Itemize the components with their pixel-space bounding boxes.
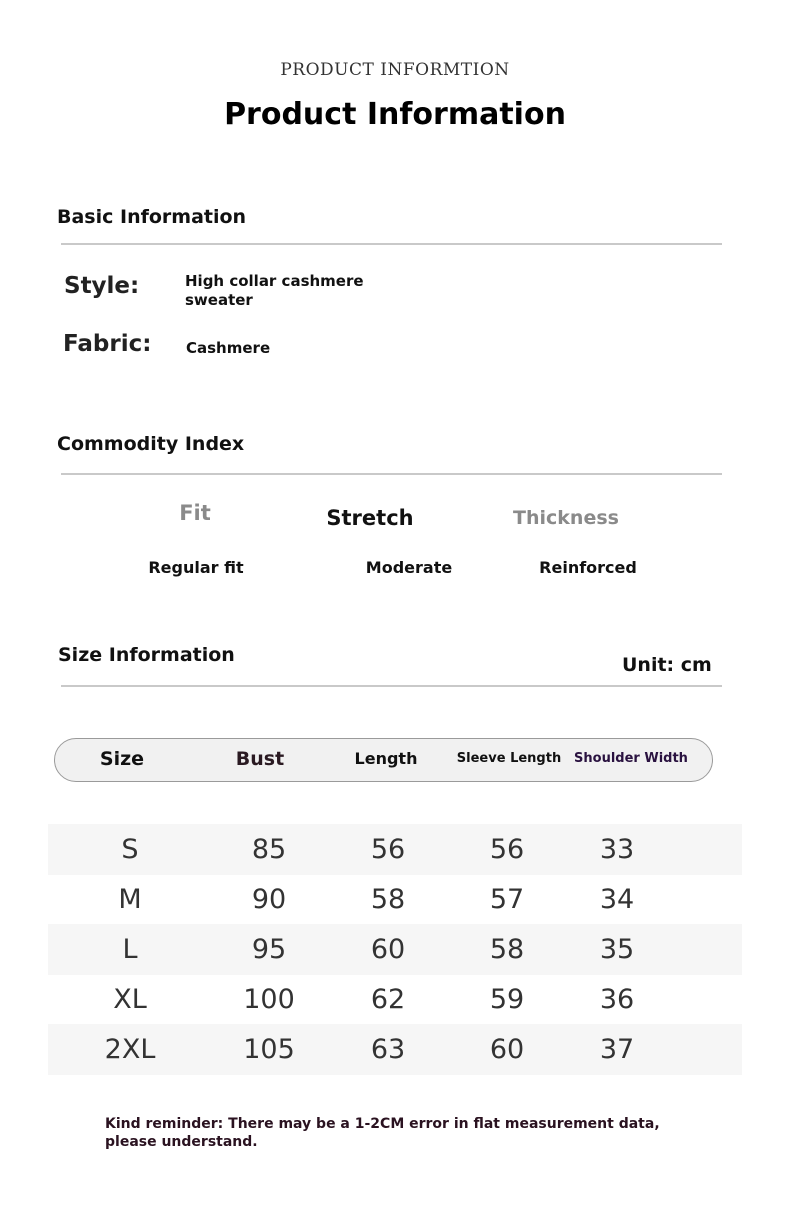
sleeve-length-cell: 58 xyxy=(489,934,525,965)
table-row xyxy=(48,824,742,875)
sleeve-length-cell: 59 xyxy=(489,984,525,1015)
table-row xyxy=(48,974,742,1025)
shoulder-width-cell: 36 xyxy=(599,984,635,1015)
style-label: Style: xyxy=(64,273,140,299)
table-row xyxy=(48,874,742,925)
table-row xyxy=(48,1024,742,1075)
thickness-title: Thickness xyxy=(513,507,619,529)
page-title: Product Information xyxy=(224,97,566,132)
sleeve-length-cell: 57 xyxy=(489,884,525,915)
shoulder-width-cell: 33 xyxy=(599,834,635,865)
style-value-line-1: High collar cashmere xyxy=(185,272,364,290)
shoulder-width-cell: 34 xyxy=(599,884,635,915)
style-value xyxy=(185,272,364,310)
fabric-value: Cashmere xyxy=(186,339,271,357)
bust-column-header: Bust xyxy=(235,748,285,770)
length-cell: 60 xyxy=(370,934,406,965)
bust-cell: 100 xyxy=(243,984,295,1015)
sleeve-length-column-header: Sleeve Length xyxy=(456,751,562,766)
commodity-index-divider xyxy=(61,473,722,475)
size-information-heading: Size Information xyxy=(58,644,235,666)
shoulder-width-column-header: Shoulder Width xyxy=(574,751,688,766)
shoulder-width-cell: 37 xyxy=(599,1034,635,1065)
length-column-header: Length xyxy=(354,749,418,768)
size-cell: XL xyxy=(113,984,147,1015)
size-information-divider xyxy=(61,685,722,687)
length-cell: 58 xyxy=(370,884,406,915)
length-cell: 62 xyxy=(370,984,406,1015)
style-value-line-2: sweater xyxy=(185,291,253,309)
length-cell: 56 xyxy=(370,834,406,865)
unit-label: Unit: cm xyxy=(622,654,712,676)
fit-title: Fit xyxy=(179,501,211,525)
basic-information-heading: Basic Information xyxy=(57,206,247,228)
size-cell: 2XL xyxy=(104,1034,156,1065)
shoulder-width-cell: 35 xyxy=(599,934,635,965)
size-cell: M xyxy=(118,884,142,915)
length-cell: 63 xyxy=(370,1034,406,1065)
bust-cell: 85 xyxy=(251,834,287,865)
stretch-title: Stretch xyxy=(326,506,414,530)
basic-information-divider xyxy=(61,243,722,245)
bust-cell: 105 xyxy=(243,1034,295,1065)
size-column-header: Size xyxy=(99,748,145,770)
fit-value: Regular fit xyxy=(148,558,244,577)
table-row xyxy=(48,924,742,975)
size-cell: L xyxy=(122,934,138,965)
sleeve-length-cell: 56 xyxy=(489,834,525,865)
thickness-value: Reinforced xyxy=(539,558,637,577)
bust-cell: 90 xyxy=(251,884,287,915)
sleeve-length-cell: 60 xyxy=(489,1034,525,1065)
commodity-index-heading: Commodity Index xyxy=(57,433,245,455)
bust-cell: 95 xyxy=(251,934,287,965)
page-kicker: PRODUCT INFORMTION xyxy=(280,60,510,80)
kind-reminder-note: Kind reminder: There may be a 1-2CM error in flat measurement data, please understand. xyxy=(105,1116,660,1150)
stretch-value: Moderate xyxy=(365,558,453,577)
fabric-label: Fabric: xyxy=(63,331,152,357)
size-cell: S xyxy=(121,834,139,865)
